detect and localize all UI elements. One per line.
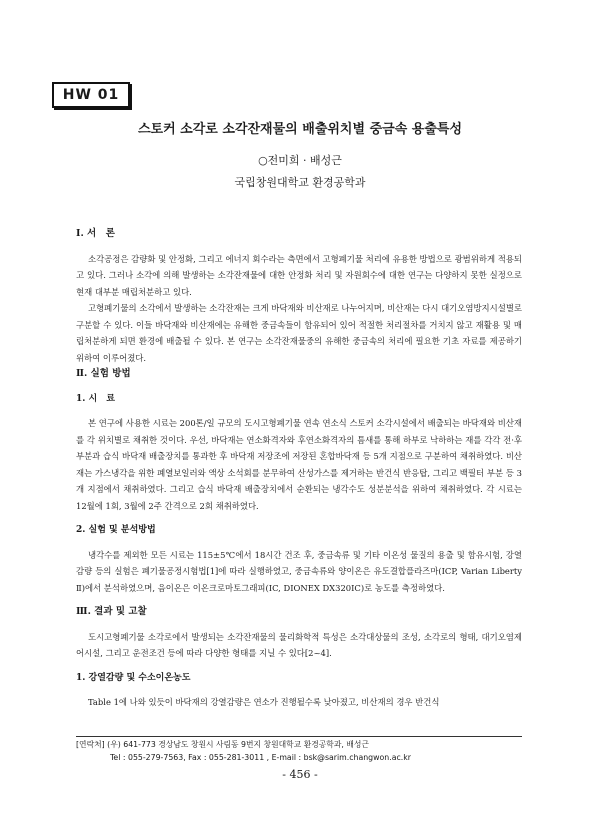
intro-heading: Ⅰ. 서 론 — [76, 228, 115, 239]
loi-paragraph: Table 1에 나와 있듯이 바닥재의 강열감량은 연소가 진행될수록 낮아졌고, 비산재의 경우 반건식 — [88, 697, 440, 707]
paper-title: 스토커 소각로 소각잔재물의 배출위치별 중금속 용출특성 — [137, 122, 463, 137]
contact-footer — [76, 738, 522, 764]
intro-paragraph-1: 소각공정은 감량화 및 안정화, 그리고 에너지 회수라는 측면에서 고형폐기물 처리에 유용한 방법으로 광범위하게 적용되고 있다. 그러나 소각에 의해 발생하는 소각잔재물에 대한 안정화 처리 및 자원회수에 대한 연구는 다양하지 못한 실정으로 현재 대부분 매립처분하고 있다. — [76, 253, 522, 297]
paper-body — [76, 226, 522, 711]
authors: ○전미희 · 배성근 — [258, 154, 342, 167]
sample-heading: 1. 시 료 — [76, 393, 115, 404]
session-tag: HW 01 — [52, 82, 130, 108]
intro-paragraph-2: 고형폐기물의 소각에서 발생하는 소각잔재는 크게 바닥재와 비산재로 나누어지며, 비산재는 다시 대기오염방지시설별로 구분할 수 있다. 이들 바닥재와 비산재에는 유해한 중금속들이 함유되어 있어 적절한 처리절차를 거치지 않고 재활용 및 매립처분하게 되면 환경에 배출될 수 있다. 본 연구는 소각잔재물중의 유해한 중금속의 처리에 필요한 기초 자료를 제공하기 위하여 이루어졌다. — [76, 303, 522, 363]
results-paragraph: 도시고형폐기물 소각로에서 발생되는 소각잔재물의 물리화학적 특성은 소각대상물의 조성, 소각로의 형태, 대기오염제어시설, 그리고 운전조건 등에 따라 다양한 형태를 지닐 수 있다[2~4]. — [76, 631, 522, 658]
sample-paragraph: 본 연구에 사용한 시료는 200톤/일 규모의 도시고형폐기물 연속 연소식 스토커 소각시설에서 배출되는 바닥재와 비산재를 각 위치별로 채취한 것이다. 우선, 바닥재는 연소화격자와 후연소화격자의 틈새를 통해 하부로 낙하하는 재를 각각 전·후 부분과 습식 바닥재 배출장치를 통과한 후 바닥재 저장조에 저장된 혼합바닥재 등 5개 지점으로 구분하여 채취하였다. 비산재는 가스냉각을 위한 폐열보일러와 액상 소석회를 분무하여 산성가스를 제거하는 반건식 반응탑, 그리고 백필터 부분 등 3개 지점에서 채취하였다. 그리고 습식 바닥재 배출장치에서 순환되는 냉각수도 성분분석을 위하여 채취하였다. 각 시료는 12월에 1회, 3월에 2주 간격으로 2회 채취하였다. — [76, 418, 522, 511]
analysis-paragraph: 냉각수를 제외한 모든 시료는 115±5℃에서 18시간 건조 후, 중금속류 및 기타 이온성 물질의 용출 및 함유시험, 강열감량 등의 실험은 폐기물공정시험법[1]에 따라 실행하였고, 중금속류와 양이온은 유도결합플라즈마(ICP, Varian Liberty Ⅱ)에서 분석하였으며, 음이온은 이온크로마토그래피(IC, DIONEX DX320IC)로 농도를 측정하였다. — [76, 549, 522, 593]
analysis-heading: 2. 실험 및 분석방법 — [76, 525, 156, 535]
page-number: - 456 - — [282, 768, 318, 781]
contact-line-2: Tel : 055-279-7563, Fax : 055-281-3011 , E-mail : bsk@sarim.changwon.ac.kr — [110, 753, 411, 762]
contact-line-1: [연락처] (우) 641-773 경상남도 창원시 사림동 9번지 창원대학교 환경공학과, 배성근 — [76, 740, 369, 749]
footer-divider — [76, 736, 522, 737]
methods-heading: Ⅱ. 실험 방법 — [76, 368, 131, 379]
affiliation: 국립창원대학교 환경공학과 — [234, 176, 366, 189]
loi-heading: 1. 강열감량 및 수소이온농도 — [76, 672, 191, 683]
results-heading: Ⅲ. 결과 및 고찰 — [76, 606, 147, 617]
